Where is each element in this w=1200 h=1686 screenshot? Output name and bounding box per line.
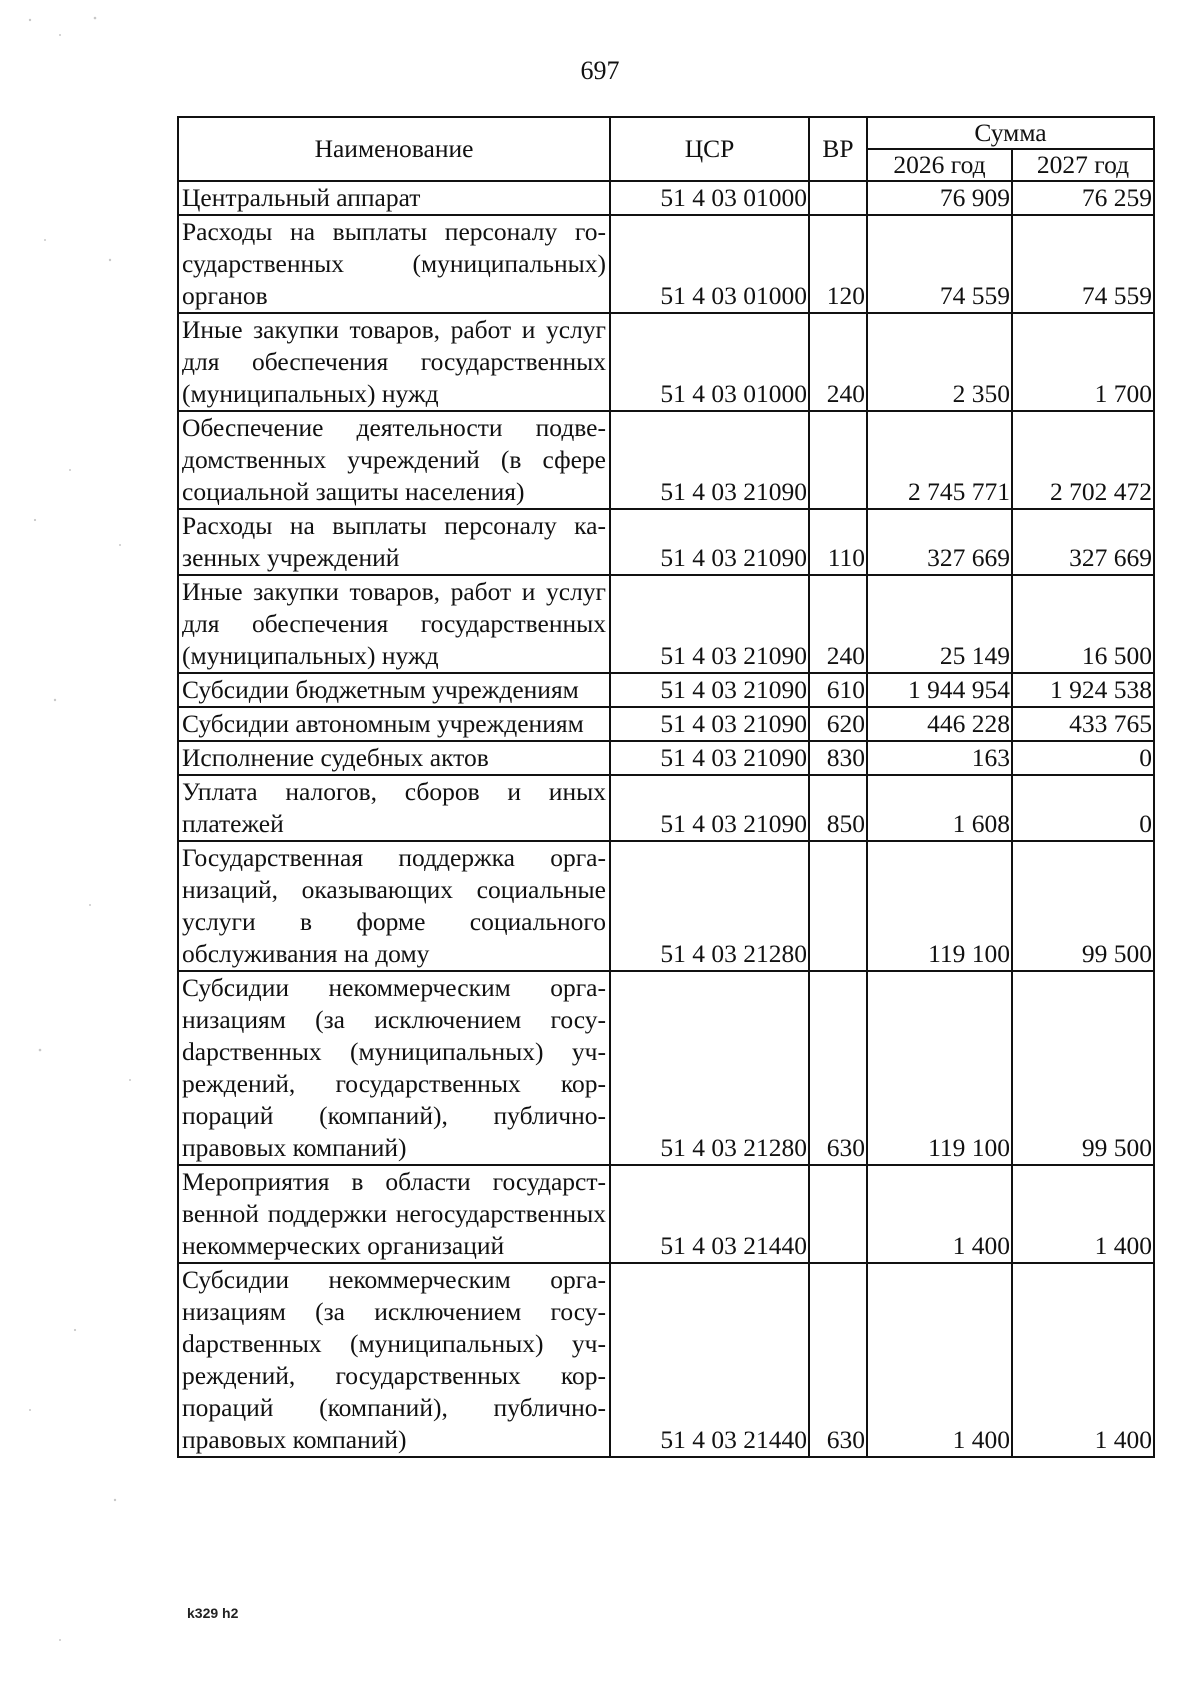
cell-csr: 51 4 03 21440: [610, 1165, 809, 1263]
footer-code: k329 h2: [187, 1605, 239, 1621]
page-number: 697: [580, 56, 620, 85]
header-year-2026: 2026 год: [867, 149, 1012, 181]
cell-name: Субсидии некоммерческим организациям (за исключением госуdарственных (муниципальных) учреждений, государственных корпораций (компаний), публично-правовых компаний): [178, 1263, 610, 1457]
cell-amount-2027: 1 700: [1012, 313, 1154, 411]
cell-name: Мероприятия в области государственной поддержки негосударственных некоммерческих организаций: [178, 1165, 610, 1263]
cell-name: Расходы на выплаты персоналу государственных (муниципальных) органов: [178, 215, 610, 313]
cell-vr: 830: [809, 741, 867, 775]
cell-name: Исполнение судебных актов: [178, 741, 610, 775]
cell-csr: 51 4 03 21090: [610, 575, 809, 673]
cell-amount-2027: 1 924 538: [1012, 673, 1154, 707]
cell-name: Обеспечение деятельности подведомственных учреждений (в сфере социальной защиты населения): [178, 411, 610, 509]
table-row: [178, 707, 1154, 741]
cell-vr: 630: [809, 971, 867, 1165]
cell-amount-2026: 119 100: [867, 841, 1012, 971]
cell-name: Субсидии некоммерческим организациям (за исключением госуdарственных (муниципальных) учреждений, государственных корпораций (компаний), публично-правовых компаний): [178, 971, 610, 1165]
table-row: [178, 411, 1154, 509]
cell-amount-2026: 1 608: [867, 775, 1012, 841]
budget-table: [177, 116, 1155, 1458]
cell-csr: 51 4 03 21090: [610, 707, 809, 741]
cell-name: Уплата налогов, сборов и иных платежей: [178, 775, 610, 841]
table-row: [178, 313, 1154, 411]
cell-vr: [809, 841, 867, 971]
cell-vr: 240: [809, 313, 867, 411]
cell-csr: 51 4 03 21090: [610, 673, 809, 707]
table-header: [178, 117, 1154, 181]
table-row: [178, 741, 1154, 775]
cell-name: Субсидии автономным учреждениям: [178, 707, 610, 741]
cell-csr: 51 4 03 21280: [610, 971, 809, 1165]
cell-amount-2026: 2 745 771: [867, 411, 1012, 509]
cell-amount-2026: 76 909: [867, 181, 1012, 215]
cell-csr: 51 4 03 01000: [610, 313, 809, 411]
header-name: Наименование: [178, 117, 610, 181]
cell-csr: 51 4 03 01000: [610, 215, 809, 313]
cell-amount-2026: 119 100: [867, 971, 1012, 1165]
cell-name: Субсидии бюджетным учреждениям: [178, 673, 610, 707]
cell-csr: 51 4 03 21090: [610, 775, 809, 841]
cell-vr: 110: [809, 509, 867, 575]
cell-vr: [809, 1165, 867, 1263]
cell-csr: 51 4 03 01000: [610, 181, 809, 215]
cell-name: Иные закупки товаров, работ и услуг для обеспечения государственных (муниципальных) нужд: [178, 313, 610, 411]
cell-name: Государственная поддержка организаций, оказывающих социальные услуги в форме социального обслуживания на дому: [178, 841, 610, 971]
cell-vr: 120: [809, 215, 867, 313]
cell-amount-2026: 446 228: [867, 707, 1012, 741]
cell-name: Расходы на выплаты персоналу казенных учреждений: [178, 509, 610, 575]
cell-amount-2027: 1 400: [1012, 1263, 1154, 1457]
cell-amount-2027: 2 702 472: [1012, 411, 1154, 509]
table-row: [178, 1165, 1154, 1263]
cell-vr: 240: [809, 575, 867, 673]
table-row: [178, 509, 1154, 575]
cell-amount-2027: 433 765: [1012, 707, 1154, 741]
cell-amount-2027: 1 400: [1012, 1165, 1154, 1263]
cell-csr: 51 4 03 21440: [610, 1263, 809, 1457]
cell-csr: 51 4 03 21090: [610, 411, 809, 509]
cell-amount-2026: 1 944 954: [867, 673, 1012, 707]
table-row: [178, 841, 1154, 971]
cell-amount-2027: 0: [1012, 741, 1154, 775]
cell-name: Центральный аппарат: [178, 181, 610, 215]
table-body: [178, 181, 1154, 1457]
header-vr: ВР: [809, 117, 867, 181]
cell-amount-2026: 74 559: [867, 215, 1012, 313]
cell-vr: [809, 181, 867, 215]
cell-amount-2026: 163: [867, 741, 1012, 775]
table-row: [178, 575, 1154, 673]
table-row: [178, 181, 1154, 215]
table-row: [178, 971, 1154, 1165]
header-row: [178, 117, 1154, 149]
cell-vr: 620: [809, 707, 867, 741]
cell-amount-2027: 76 259: [1012, 181, 1154, 215]
table-row: [178, 1263, 1154, 1457]
cell-amount-2026: 327 669: [867, 509, 1012, 575]
cell-amount-2027: 99 500: [1012, 841, 1154, 971]
cell-amount-2026: 1 400: [867, 1165, 1012, 1263]
cell-csr: 51 4 03 21090: [610, 741, 809, 775]
cell-amount-2027: 74 559: [1012, 215, 1154, 313]
table-row: [178, 673, 1154, 707]
cell-vr: [809, 411, 867, 509]
header-csr: ЦСР: [610, 117, 809, 181]
cell-amount-2027: 0: [1012, 775, 1154, 841]
table-row: [178, 775, 1154, 841]
cell-amount-2026: 2 350: [867, 313, 1012, 411]
scan-noise: [0, 0, 170, 1686]
cell-vr: 610: [809, 673, 867, 707]
header-year-2027: 2027 год: [1012, 149, 1154, 181]
cell-amount-2027: 16 500: [1012, 575, 1154, 673]
cell-csr: 51 4 03 21090: [610, 509, 809, 575]
cell-amount-2026: 1 400: [867, 1263, 1012, 1457]
cell-vr: 850: [809, 775, 867, 841]
cell-csr: 51 4 03 21280: [610, 841, 809, 971]
header-sum: Сумма: [867, 117, 1154, 149]
cell-name: Иные закупки товаров, работ и услуг для обеспечения государственных (муниципальных) нужд: [178, 575, 610, 673]
cell-amount-2026: 25 149: [867, 575, 1012, 673]
cell-vr: 630: [809, 1263, 867, 1457]
cell-amount-2027: 99 500: [1012, 971, 1154, 1165]
table-row: [178, 215, 1154, 313]
cell-amount-2027: 327 669: [1012, 509, 1154, 575]
